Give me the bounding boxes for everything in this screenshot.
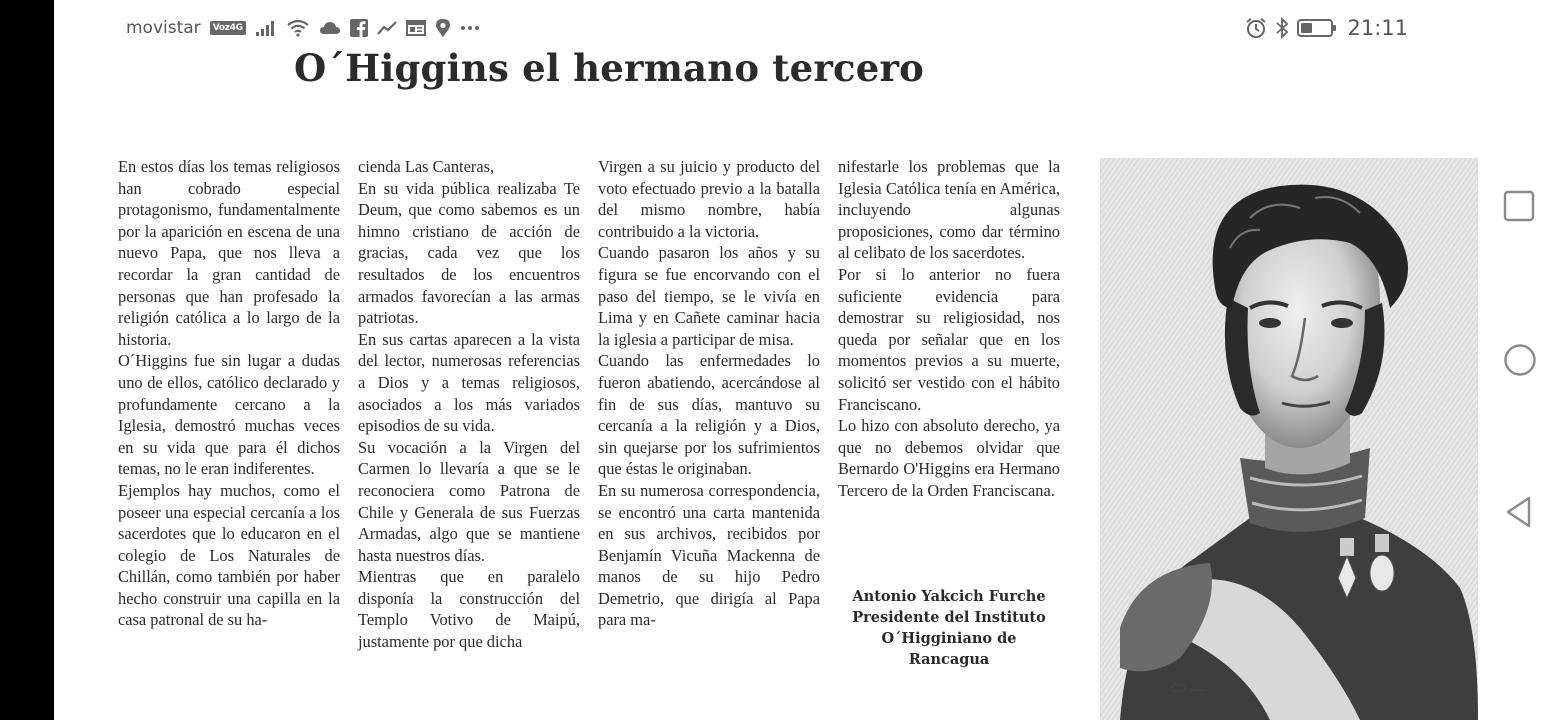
status-bar-left: [126, 15, 480, 41]
cloud-icon: [319, 20, 341, 36]
wifi-icon: [286, 19, 310, 37]
article-column-3: [598, 156, 820, 631]
volte-badge: Voz4G: [210, 21, 246, 35]
battery-icon: [1297, 18, 1337, 38]
paragraph: En su vida pública realizaba Te Deum, que como sabemos es un himno cristiano de acción de gracias, cada vez que los resultados de los encuentros armados favorecían a las armas patriotas.: [358, 178, 580, 328]
news-icon: [406, 19, 426, 37]
author-title: Presidente del Instituto: [852, 609, 1046, 626]
screen: [54, 0, 1478, 720]
article-column-1: [118, 156, 340, 631]
paragraph: Lo hizo con absoluto derecho, ya que no debemos olvidar que Bernardo O'Higgins era Hermano Tercero de la Orden Franciscana.: [838, 416, 1060, 500]
paragraph: O´Higgins fue sin lugar a dudas uno de ellos, católico declarado y profundamente cercano a la Iglesia, demostró muchas veces en su vida que para él dichos temas, no le eran indiferentes.: [118, 351, 340, 479]
paragraph: Mientras que en paralelo disponía la construcción del Templo Votivo de Maipú, justamente por que dicha: [358, 567, 580, 652]
paragraph: nifestarle los problemas que la Iglesia Católica tenía en América, incluyendo algunas proposiciones, como dar término al celibato de los sacerdotes.: [838, 157, 1060, 263]
facebook-icon: [350, 19, 368, 37]
headline: O´Higgins el hermano tercero: [293, 46, 925, 90]
bluetooth-icon: [1275, 17, 1289, 39]
carrier-name: movistar: [126, 18, 201, 38]
paragraph: En su numerosa correspondencia, se encontró una carta mantenida en sus archivos, recibidos por Benjamín Vicuña Mackenna de manos de su hijo Pedro Demetrio, que dirigía al Papa para ma-: [598, 480, 820, 630]
alarm-icon: [1245, 17, 1267, 39]
portrait-image: [1100, 158, 1478, 720]
paragraph: cienda Las Canteras,: [358, 157, 495, 176]
author-city: Rancagua: [908, 651, 990, 668]
paragraph: Por si lo anterior no fuera suficiente evidencia para demostrar su religiosidad, nos queda por señalar que en los momentos previos a su muerte, solicitó ser vestido con el hábito Franciscano.: [838, 264, 1060, 414]
signal-icon: [255, 19, 277, 37]
back-button[interactable]: [1503, 495, 1535, 529]
author-name: Antonio Yakcich Furche: [852, 588, 1046, 605]
author-institution: O´Higginiano de: [881, 630, 1017, 647]
article-column-4: [838, 156, 1060, 502]
paragraph: Ejemplos hay muchos, como el poseer una especial cercanía a los sacerdotes que lo educaron en el colegio de Los Naturales de Chillán, como también por haber hecho construir una capilla en la casa patronal de su ha-: [118, 480, 340, 630]
location-icon: [435, 18, 451, 38]
more-icon: [460, 25, 480, 31]
home-button[interactable]: [1503, 343, 1537, 377]
article-column-2: [358, 156, 580, 653]
author-signature: [834, 586, 1064, 670]
paragraph: En sus cartas aparecen a la vista del lector, numerosas referencias a Dios y a temas religiosos, asociados a los más variados episodios de su vida.: [358, 329, 580, 436]
paragraph: Su vocación a la Virgen del Carmen lo llevaría a que se le reconociera como Patrona de Chile y Generala de sus Fuerzas Armadas, algo que se mantiene hasta nuestros días.: [358, 437, 580, 565]
chart-icon: [377, 20, 397, 36]
paragraph: Virgen a su juicio y producto del voto efectuado previo a la batalla del mismo nombre, había contribuido a la victoria.: [598, 157, 820, 241]
clock: 21:11: [1347, 16, 1408, 40]
status-bar-right: [1245, 14, 1408, 42]
recents-button[interactable]: [1503, 190, 1535, 222]
paragraph: En estos días los temas religiosos han cobrado especial protagonismo, fundamentalmente por la aparición en escena de una nuevo Papa, que nos lleva a recordar la gran cantidad de personas que han profesado la religión católica a lo largo de la historia.: [118, 157, 340, 349]
paragraph: Cuando pasaron los años y su figura se fue encorvando con el paso del tiempo, se le vivía en Lima y en Cañete caminar hacia la iglesia a participar de misa.: [598, 243, 820, 349]
navigation-bar: [1478, 0, 1560, 720]
paragraph: Cuando las enfermedades lo fueron abatiendo, acercándose al fin de sus días, mantuvo su cercanía a la religión y a Dios, sin quejarse por los sufrimientos que éstas le originaban.: [598, 351, 820, 479]
